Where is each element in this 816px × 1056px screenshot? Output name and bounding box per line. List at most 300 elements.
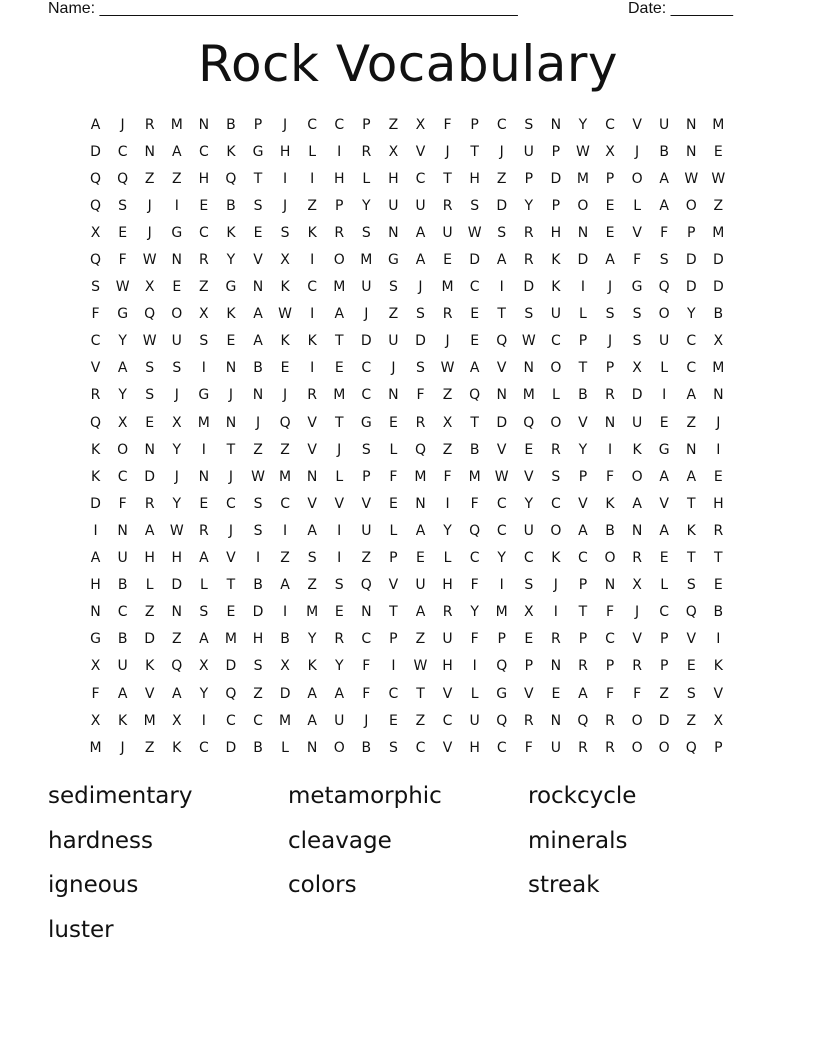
grid-letter: K [90, 468, 101, 485]
word-list-item: cleavage [288, 827, 392, 854]
grid-letter: L [389, 522, 398, 539]
grid-letter: N [604, 577, 616, 594]
grid-letter: X [442, 414, 453, 431]
grid-letter: N [388, 224, 399, 241]
grid-letter: V [253, 252, 263, 269]
grid-letter: N [686, 143, 697, 160]
grid-letter: Z [361, 550, 372, 567]
grid-letter: Q [469, 522, 481, 539]
grid-letter: L [551, 387, 560, 404]
grid-letter: I [337, 550, 342, 567]
grid-letter: T [497, 306, 506, 323]
grid-letter: C [280, 495, 290, 512]
grid-letter: E [388, 414, 398, 431]
grid-letter: R [307, 387, 318, 404]
grid-letter: N [225, 414, 237, 431]
grid-letter: G [171, 224, 183, 241]
grid-letter: D [685, 279, 697, 296]
grid-letter: U [415, 577, 426, 594]
grid-letter: I [580, 279, 586, 296]
grid-letter: J [716, 414, 721, 431]
grid-letter: I [716, 441, 721, 458]
grid-letter: X [199, 306, 209, 323]
grid-letter: E [470, 306, 480, 323]
grid-letter: H [144, 550, 155, 567]
grid-letter: F [660, 224, 669, 241]
grid-letter: N [550, 658, 562, 675]
grid-letter: O [577, 197, 589, 214]
grid-letter: A [686, 468, 697, 485]
grid-letter: N [306, 739, 318, 756]
grid-letter: S [91, 279, 100, 296]
grid-letter: W [142, 252, 157, 269]
grid-letter: P [335, 197, 344, 214]
grid-letter: U [442, 631, 453, 648]
grid-letter: F [470, 631, 479, 648]
grid-letter: Q [685, 604, 697, 621]
grid-letter: I [93, 522, 98, 539]
grid-row [82, 382, 732, 409]
grid-letter: M [360, 252, 373, 269]
grid-letter: O [658, 306, 670, 323]
grid-letter: C [198, 739, 209, 756]
grid-letter: Y [118, 387, 127, 404]
word-list [48, 779, 768, 957]
grid-letter: B [578, 387, 588, 404]
grid-letter: O [631, 170, 643, 187]
grid-letter: Z [280, 441, 290, 458]
grid-letter: M [468, 468, 481, 485]
grid-letter: W [413, 658, 428, 675]
grid-letter: E [226, 604, 236, 621]
grid-letter: K [632, 441, 642, 458]
grid-letter: K [226, 306, 236, 323]
grid-letter: R [551, 631, 561, 648]
grid-letter: E [253, 224, 263, 241]
grid-letter: I [283, 604, 288, 621]
grid-letter: C [226, 712, 236, 729]
grid-letter: O [333, 252, 345, 269]
grid-letter: S [199, 333, 209, 350]
grid-letter: C [686, 360, 697, 377]
grid-letter: A [659, 197, 669, 214]
grid-letter: M [576, 170, 589, 187]
grid-letter: B [469, 441, 480, 458]
grid-letter: Z [144, 739, 155, 756]
grid-letter: Q [171, 658, 183, 675]
grid-letter: Q [496, 658, 508, 675]
grid-letter: A [171, 143, 182, 160]
grid-letter: V [524, 685, 534, 702]
grid-letter: N [496, 387, 507, 404]
grid-letter: Q [523, 414, 535, 431]
grid-letter: N [523, 360, 535, 377]
grid-letter: S [632, 306, 642, 323]
grid-letter: T [226, 441, 236, 458]
grid-row [82, 490, 732, 517]
grid-letter: B [226, 197, 236, 214]
grid-letter: A [659, 468, 669, 485]
grid-letter: E [334, 360, 344, 377]
grid-letter: B [117, 631, 128, 648]
grid-letter: P [362, 468, 371, 485]
grid-letter: T [578, 360, 588, 377]
grid-letter: M [712, 360, 725, 377]
grid-letter: C [496, 522, 507, 539]
grid-letter: A [632, 495, 642, 512]
grid-letter: W [711, 170, 726, 187]
grid-letter: A [90, 116, 101, 133]
grid-letter: I [662, 387, 667, 404]
grid-letter: E [443, 252, 452, 269]
grid-letter: Q [658, 279, 670, 296]
grid-letter: C [496, 739, 507, 756]
grid-letter: A [144, 522, 155, 539]
grid-letter: X [388, 143, 399, 160]
grid-letter: C [361, 631, 372, 648]
grid-letter: U [523, 522, 534, 539]
grid-letter: K [307, 658, 317, 675]
grid-letter: T [253, 170, 263, 187]
grid-letter: J [228, 522, 233, 539]
word-list-item: rockcycle [528, 783, 637, 809]
grid-letter: A [415, 604, 426, 621]
grid-letter: P [605, 658, 615, 675]
grid-letter: Q [144, 306, 156, 323]
grid-letter: F [362, 658, 371, 675]
grid-letter: U [550, 306, 561, 323]
grid-letter: Y [118, 333, 127, 350]
grid-letter: N [415, 495, 426, 512]
grid-letter: R [334, 224, 345, 241]
grid-letter: A [307, 712, 317, 729]
grid-letter: L [335, 468, 344, 485]
grid-letter: T [416, 685, 425, 702]
grid-letter: F [91, 685, 100, 702]
grid-letter: Y [443, 522, 452, 539]
grid-letter: S [334, 577, 344, 594]
grid-letter: E [551, 685, 561, 702]
grid-letter: T [686, 550, 696, 567]
grid-letter: J [499, 143, 504, 160]
grid-letter: Z [442, 387, 453, 404]
grid-letter: C [117, 604, 128, 621]
grid-letter: C [90, 333, 101, 350]
grid-row [82, 653, 732, 680]
grid-letter: U [550, 739, 561, 756]
grid-letter: V [361, 495, 372, 512]
grid-letter: V [632, 116, 642, 133]
grid-letter: I [310, 360, 315, 377]
grid-letter: D [90, 495, 101, 512]
grid-letter: X [90, 658, 101, 675]
grid-letter: C [496, 495, 507, 512]
grid-letter: C [469, 279, 480, 296]
grid-letter: J [418, 279, 423, 296]
grid-letter: R [578, 739, 588, 756]
grid-letter: M [170, 116, 183, 133]
grid-letter: G [90, 631, 101, 648]
grid-row [82, 599, 732, 626]
grid-letter: U [117, 550, 128, 567]
grid-letter: D [225, 739, 237, 756]
grid-letter: C [605, 631, 615, 648]
grid-letter: C [117, 468, 128, 485]
grid-row [82, 301, 732, 328]
grid-letter: J [391, 360, 396, 377]
grid-letter: W [576, 143, 590, 160]
name-field-label: Name: _______________________________________________ [48, 0, 518, 17]
grid-letter: J [364, 712, 369, 729]
grid-letter: S [361, 224, 371, 241]
grid-letter: N [252, 387, 264, 404]
grid-letter: L [389, 441, 398, 458]
grid-letter: S [524, 306, 534, 323]
grid-letter: Z [144, 604, 155, 621]
grid-letter: M [89, 739, 102, 756]
grid-letter: R [144, 116, 155, 133]
grid-letter: B [605, 522, 615, 539]
grid-letter: A [117, 685, 128, 702]
grid-letter: V [632, 224, 642, 241]
grid-letter: N [550, 116, 562, 133]
grid-letter: X [632, 360, 642, 377]
grid-letter: U [334, 712, 345, 729]
grid-letter: E [334, 604, 344, 621]
grid-letter: U [659, 116, 670, 133]
grid-letter: R [632, 550, 642, 567]
grid-letter: P [551, 197, 561, 214]
grid-letter: H [713, 495, 724, 512]
grid-letter: D [469, 252, 481, 269]
grid-letter: V [144, 685, 155, 702]
grid-letter: D [550, 170, 562, 187]
grid-letter: Z [415, 712, 426, 729]
grid-letter: O [117, 441, 129, 458]
grid-letter: I [201, 360, 206, 377]
grid-letter: A [496, 252, 507, 269]
grid-row [82, 219, 732, 246]
grid-letter: S [253, 658, 263, 675]
grid-letter: K [172, 739, 182, 756]
grid-letter: R [198, 522, 209, 539]
grid-letter: G [117, 306, 129, 323]
grid-letter: S [145, 360, 155, 377]
grid-letter: K [551, 279, 561, 296]
grid-letter: U [171, 333, 182, 350]
grid-row [82, 436, 732, 463]
grid-letter: V [659, 495, 669, 512]
grid-letter: B [117, 577, 128, 594]
grid-letter: U [361, 522, 372, 539]
grid-letter: I [310, 252, 315, 269]
grid-letter: W [440, 360, 455, 377]
grid-letter: P [362, 116, 371, 133]
grid-letter: K [118, 712, 128, 729]
word-list-item: igneous [48, 872, 139, 898]
grid-letter: S [172, 360, 182, 377]
grid-letter: I [310, 306, 315, 323]
grid-letter: W [467, 224, 482, 241]
grid-letter: K [713, 658, 723, 675]
grid-letter: J [174, 387, 179, 404]
grid-letter: I [174, 197, 179, 214]
grid-letter: L [470, 685, 479, 702]
grid-letter: N [361, 604, 372, 621]
grid-letter: C [550, 333, 561, 350]
grid-letter: D [496, 197, 508, 214]
grid-letter: G [360, 414, 372, 431]
grid-letter: V [524, 468, 534, 485]
grid-letter: V [334, 495, 345, 512]
grid-letter: Y [686, 306, 696, 323]
grid-letter: U [442, 224, 453, 241]
grid-letter: A [578, 522, 588, 539]
grid-letter: H [279, 143, 291, 160]
word-list-item: metamorphic [288, 783, 442, 809]
grid-letter: A [659, 522, 669, 539]
grid-letter: H [252, 631, 264, 648]
grid-letter: A [415, 522, 426, 539]
grid-letter: Z [171, 631, 182, 648]
grid-letter: E [226, 333, 236, 350]
grid-letter: A [334, 306, 345, 323]
grid-letter: O [631, 712, 643, 729]
grid-letter: X [280, 252, 290, 269]
grid-letter: A [199, 550, 209, 567]
grid-letter: M [414, 468, 427, 485]
grid-letter: P [659, 658, 669, 675]
grid-letter: F [633, 252, 642, 269]
grid-letter: J [228, 387, 233, 404]
grid-letter: R [605, 739, 615, 756]
grid-letter: K [686, 522, 696, 539]
grid-letter: J [147, 197, 152, 214]
grid-letter: I [255, 550, 261, 567]
grid-letter: A [117, 360, 128, 377]
grid-letter: F [118, 495, 127, 512]
grid-letter: F [605, 604, 615, 621]
grid-letter: B [659, 143, 669, 160]
grid-letter: H [442, 658, 453, 675]
page-title: Rock Vocabulary [197, 35, 619, 93]
grid-letter: Y [172, 495, 182, 512]
grid-letter: O [631, 739, 643, 756]
grid-letter: N [577, 224, 589, 241]
grid-letter: X [90, 712, 101, 729]
grid-letter: U [388, 333, 399, 350]
grid-letter: V [226, 550, 236, 567]
grid-letter: N [144, 143, 155, 160]
grid-letter: J [283, 197, 288, 214]
grid-letter: T [443, 170, 452, 187]
letter-grid [82, 111, 732, 761]
grid-letter: Y [307, 631, 317, 648]
grid-letter: A [253, 333, 263, 350]
grid-letter: K [280, 279, 290, 296]
grid-letter: P [659, 631, 669, 648]
grid-letter: U [469, 712, 480, 729]
grid-letter: J [283, 387, 288, 404]
grid-letter: R [523, 712, 534, 729]
grid-letter: A [199, 631, 209, 648]
grid-letter: I [445, 495, 450, 512]
grid-letter: L [633, 197, 641, 214]
grid-letter: O [550, 522, 562, 539]
grid-letter: X [171, 414, 182, 431]
grid-letter: E [605, 224, 615, 241]
grid-letter: V [442, 685, 453, 702]
grid-letter: N [686, 116, 697, 133]
grid-letter: S [470, 197, 480, 214]
grid-letter: W [115, 279, 130, 296]
grid-letter: F [443, 468, 452, 485]
grid-letter: X [415, 116, 426, 133]
word-list-item: streak [528, 872, 600, 898]
grid-letter: H [469, 170, 480, 187]
grid-letter: S [307, 550, 317, 567]
grid-letter: S [605, 306, 615, 323]
grid-letter: P [524, 658, 534, 675]
grid-letter: B [713, 306, 724, 323]
grid-letter: W [494, 468, 509, 485]
grid-letter: K [226, 224, 236, 241]
date-field-label: Date: _______ [628, 0, 733, 17]
grid-letter: I [337, 522, 342, 539]
grid-letter: K [605, 495, 615, 512]
grid-letter: I [499, 279, 504, 296]
grid-letter: E [388, 712, 398, 729]
grid-letter: N [388, 387, 399, 404]
grid-letter: J [174, 468, 179, 485]
grid-letter: Z [713, 197, 724, 214]
grid-letter: U [659, 333, 670, 350]
grid-letter: I [310, 170, 315, 187]
grid-letter: C [523, 550, 534, 567]
grid-letter: W [521, 333, 536, 350]
grid-letter: V [307, 414, 317, 431]
grid-letter: T [470, 414, 479, 431]
grid-letter: E [118, 224, 128, 241]
grid-letter: R [578, 658, 588, 675]
grid-letter: C [550, 495, 561, 512]
grid-letter: N [631, 522, 643, 539]
grid-letter: A [605, 252, 615, 269]
grid-letter: P [578, 468, 588, 485]
grid-letter: Z [280, 550, 290, 567]
grid-letter: V [307, 441, 317, 458]
grid-letter: A [415, 224, 426, 241]
grid-letter: C [307, 116, 318, 133]
grid-letter: Z [388, 116, 399, 133]
grid-letter: S [686, 577, 696, 594]
grid-letter: H [442, 577, 453, 594]
grid-letter: C [253, 712, 263, 729]
grid-letter: O [685, 197, 697, 214]
grid-letter: Y [524, 495, 534, 512]
grid-letter: E [199, 495, 209, 512]
grid-row [82, 409, 732, 436]
grid-letter: J [255, 414, 261, 431]
grid-letter: T [226, 577, 236, 594]
grid-letter: M [279, 712, 292, 729]
grid-letter: L [660, 577, 669, 594]
grid-letter: A [307, 522, 317, 539]
grid-letter: B [253, 360, 263, 377]
grid-letter: O [550, 414, 562, 431]
grid-letter: S [388, 739, 398, 756]
grid-letter: K [90, 441, 101, 458]
